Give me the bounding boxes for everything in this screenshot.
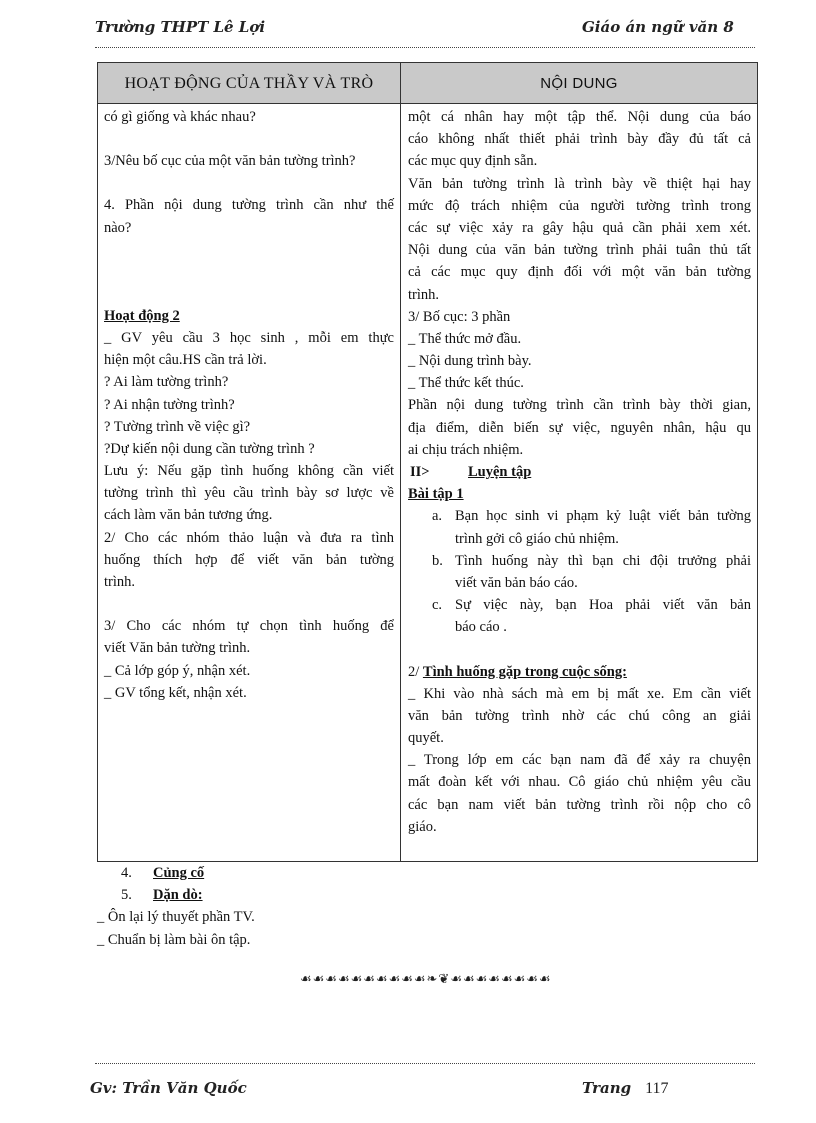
text-line: cáo không nhất thiết phải trình bày đầy đủ tất cả [408, 131, 751, 148]
closing-section [97, 862, 737, 951]
text-line: 3/ Cho các nhóm tự chọn tình huống để [104, 618, 394, 635]
text-line: địa điểm, diễn biến sự việc, nguyên nhân, hậu qu [408, 419, 751, 436]
list-marker: a. [432, 508, 443, 525]
text-line: Nội dung của văn bản tường trình phải tuân thủ tất [408, 242, 751, 259]
text-line: báo cáo . [455, 619, 507, 636]
footer-page [582, 1079, 669, 1098]
text-line: 3/ Bố cục: 3 phần [408, 308, 511, 325]
text-line: các sự việc xảy ra gây hậu quả cần phải xem xét. [408, 219, 751, 236]
situation-title: Tình huống gặp trong cuộc sống: [422, 663, 627, 680]
header-activities: HOẠT ĐỘNG CỦA THẦY VÀ TRÒ [124, 75, 374, 92]
text-line: _ Nội dung trình bày. [408, 353, 532, 370]
list-marker: b. [432, 552, 443, 569]
text-line: ? Ai làm tường trình? [104, 374, 229, 391]
text-line: ?Dự kiến nội dung cần tường trình ? [104, 440, 315, 457]
item-number: 5. [121, 887, 132, 904]
text-line: trình. [104, 574, 136, 590]
text-line: _ Thể thức mở đầu. [408, 330, 522, 347]
header-subject: Giáo án ngữ văn 8 [582, 18, 734, 36]
text-line: _ Thể thức kết thúc. [408, 375, 524, 392]
activity-2-heading: Hoạt động 2 [104, 307, 180, 324]
text-line: mức độ trách nhiệm của người tường trình trong [408, 197, 751, 214]
situation-heading [408, 661, 751, 683]
situation-prefix: 2/ [408, 663, 423, 680]
text-line: văn bản tường trình nhờ các chú công an giải [408, 707, 751, 724]
lesson-table [97, 62, 758, 862]
text-line: có gì giống và khác nhau? [104, 109, 256, 125]
page-label: Trang [582, 1079, 632, 1097]
exercise-heading: Bài tập 1 [408, 486, 464, 503]
text-line: cách làm văn bản tương ứng. [104, 507, 273, 524]
text-line: _ Ôn lại lý thuyết phần TV. [97, 909, 255, 926]
text-line: một cá nhân hay một tập thể. Nội dung của báo [408, 109, 751, 125]
item-title: Dặn dò: [153, 887, 203, 904]
text-line: Sự việc này, bạn Hoa phải viết văn bản [455, 597, 751, 614]
text-line: trình gởi cô giáo chủ nhiệm. [455, 530, 619, 547]
text-line: _ GV yêu cầu 3 học sinh , mỗi em thực [104, 329, 394, 346]
text-line: quyết. [408, 730, 444, 747]
text-line: Phần nội dung tường trình cần trình bày thời gian, [408, 397, 751, 414]
footer-teacher: Gv: Trần Văn Quốc [90, 1079, 247, 1097]
list-item [408, 528, 751, 550]
list-item [408, 594, 751, 616]
header-content: NỘI DUNG [540, 75, 618, 92]
list-item [408, 572, 751, 594]
text-line: _ Cả lớp góp ý, nhận xét. [104, 662, 251, 679]
text-line: hiện một câu.HS cần trả lời. [104, 352, 267, 369]
item-number: 4. [121, 865, 132, 881]
page-number: 117 [645, 1080, 669, 1097]
text-line: viết văn bản báo cáo. [455, 574, 578, 591]
text-line: trình. [408, 286, 440, 303]
activities-column [104, 106, 394, 704]
text-line: mất đoàn kết với nhau. Cô giáo chủ nhiệm yêu cầu [408, 774, 751, 791]
text-line: ? Ai nhận tường trình? [104, 396, 235, 413]
text-line: các bạn nam viết bản tường trình rồi nộp cho cô [408, 796, 751, 813]
text-line: ? Tường trình về việc gì? [104, 418, 251, 435]
list-item [408, 550, 751, 572]
footer-rule [95, 1063, 755, 1064]
list-item [408, 505, 751, 527]
text-line: nào? [104, 219, 132, 236]
text-line: _ GV tổng kết, nhận xét. [104, 684, 247, 701]
text-line: huống thích hợp để viết văn bản tường [104, 551, 394, 568]
text-line: Lưu ý: Nếu gặp tình huống không cần viết [104, 463, 394, 480]
section-heading [408, 461, 751, 483]
content-column [408, 106, 751, 838]
text-line: viết Văn bản tường trình. [104, 640, 251, 657]
section-title: Luyện tập [468, 464, 532, 480]
text-line: các mục quy định sẵn. [408, 153, 538, 170]
text-line: 3/Nêu bố cục của một văn bản tường trình? [104, 153, 356, 170]
header-school: Trường THPT Lê Lợi [95, 18, 266, 36]
table-header [98, 63, 757, 104]
list-marker: c. [432, 597, 443, 614]
text-line: giáo. [408, 818, 437, 835]
text-line: 2/ Cho các nhóm thảo luận và đưa ra tình [104, 529, 394, 546]
text-line: _ Trong lớp em các bạn nam đã để xảy ra chuyện [408, 752, 751, 769]
text-line: tường trình thì yêu cầu trình bày sơ lược về [104, 485, 394, 502]
ornament-divider: ☙☙☙☙☙☙☙☙☙☙❧❦☙☙☙☙☙☙☙☙ [300, 972, 552, 987]
section-number: II> [410, 464, 430, 480]
header-rule [95, 47, 755, 48]
column-divider [400, 63, 401, 861]
text-line: _ Chuẩn bị làm bài ôn tập. [97, 931, 251, 948]
text-line: cả các mục quy định đối với một văn bản tường [408, 264, 751, 281]
text-line: _ Khi vào nhà sách mà em bị mất xe. Em cần viết [408, 685, 751, 702]
text-line: ai chịu trách nhiệm. [408, 441, 524, 458]
text-line: 4. Phần nội dung tường trình cần như thế [104, 197, 394, 214]
homework-item [97, 884, 737, 906]
text-line: Văn bản tường trình là trình bày về thiệt hại hay [408, 175, 751, 192]
text-line: Bạn học sinh vi phạm kỷ luật viết bản tường [455, 508, 751, 525]
consolidation-item [97, 862, 737, 884]
item-title: Củng cố [153, 865, 205, 881]
list-item [408, 616, 751, 638]
text-line: Tình huống này thì bạn chi đội trưởng phải [455, 552, 751, 569]
